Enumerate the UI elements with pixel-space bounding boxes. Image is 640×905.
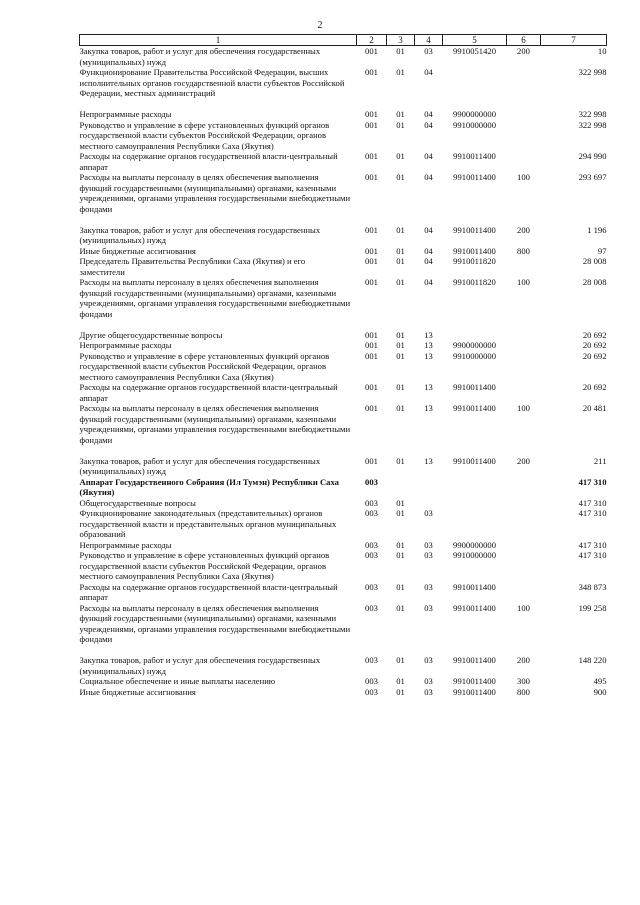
row-name: Руководство и управление в сфере установленных функций органов государственной власти субъектов Российской Федерации, органов местного самоуправления Республики Саха (Якутия) [79, 550, 330, 581]
row-code-expense-type: 300 [517, 676, 530, 686]
row-code-section: 01 [396, 676, 405, 686]
row-code-subsection: 13 [424, 382, 433, 392]
row-amount: 417 310 [578, 476, 607, 487]
table-row [80, 120, 607, 152]
row-amount: 28 008 [582, 277, 607, 287]
row-code-target: 9910051420 [453, 46, 496, 56]
row-code-subsection: 04 [424, 245, 433, 256]
row-code-target: 9910011400 [453, 676, 496, 686]
row-code-admin: 001 [365, 245, 378, 256]
row-name: Другие общегосударственные вопросы [79, 329, 223, 340]
row-code-expense-type: 100 [517, 403, 530, 413]
table-row [80, 109, 607, 120]
row-code-section: 01 [396, 508, 405, 518]
table-row [80, 498, 607, 509]
row-amount: 148 220 [578, 655, 607, 665]
row-name: Иные бюджетные ассигнования [79, 686, 196, 697]
row-code-subsection: 13 [424, 329, 433, 340]
row-name: Расходы на выплаты персоналу в целях обеспечения выполнения функций государственными (муниципальными) органами, казенными учреждениями, органами управления государственными внебюджетными фондами [79, 172, 351, 214]
row-code-expense-type [507, 382, 541, 403]
row-name: Социальное обеспечение и иные выплаты населению [79, 676, 276, 686]
row-code-section: 01 [396, 256, 405, 266]
row-code-subsection [415, 477, 443, 498]
row-name: Иные бюджетные ассигнования [79, 245, 196, 256]
row-code-section: 01 [396, 602, 405, 613]
row-code-section: 01 [396, 119, 405, 130]
table-row [80, 67, 607, 109]
row-amount: 417 310 [578, 508, 607, 518]
row-name: Непрограммные расходы [79, 340, 172, 350]
header-col-7: 7 [541, 35, 607, 46]
table-row [80, 540, 607, 551]
row-code-target: 9910011400 [453, 224, 496, 235]
row-amount: 199 258 [578, 602, 607, 613]
row-code-target [443, 508, 507, 540]
row-code-subsection: 03 [424, 602, 433, 613]
row-code-subsection: 04 [424, 67, 433, 77]
row-code-section [387, 477, 415, 498]
table-row [80, 340, 607, 351]
row-code-section: 01 [396, 550, 405, 560]
row-code-expense-type: 100 [517, 277, 530, 287]
row-amount: 495 [593, 676, 607, 686]
table-row [80, 246, 607, 257]
row-code-target: 9910011400 [453, 172, 496, 182]
row-code-admin: 001 [365, 403, 378, 413]
row-code-subsection: 03 [424, 539, 433, 550]
row-code-expense-type [507, 67, 541, 109]
row-code-subsection: 13 [424, 403, 433, 413]
table-header [80, 35, 607, 46]
row-code-section: 01 [396, 67, 405, 77]
row-amount: 10 [597, 46, 607, 56]
row-code-target: 9910000000 [453, 350, 496, 361]
row-code-expense-type [507, 477, 541, 498]
row-amount: 294 990 [578, 151, 607, 161]
row-code-section: 01 [396, 172, 405, 182]
table-row [80, 603, 607, 656]
row-amount: 20 692 [582, 350, 607, 361]
header-col-2: 2 [357, 35, 387, 46]
row-code-admin: 003 [365, 655, 378, 665]
row-amount: 20 481 [582, 403, 607, 413]
row-code-subsection: 03 [424, 581, 433, 592]
row-code-target: 9910011820 [453, 256, 496, 266]
row-code-expense-type [507, 351, 541, 383]
row-code-admin: 003 [365, 602, 378, 613]
row-code-subsection: 03 [424, 46, 433, 56]
row-name: Расходы на содержание органов государственной власти-центральный аппарат [79, 151, 338, 172]
table-row [80, 351, 607, 383]
row-code-section: 01 [396, 46, 405, 56]
row-code-expense-type [507, 340, 541, 351]
row-code-section: 01 [396, 329, 405, 340]
row-code-expense-type [507, 508, 541, 540]
row-code-target: 9910011400 [453, 382, 496, 392]
row-name: Расходы на выплаты персоналу в целях обеспечения выполнения функций государственными (муниципальными) органами, казенными учреждениями, органами управления государственными внебюджетными фондами [79, 277, 351, 319]
row-code-admin: 003 [365, 476, 378, 487]
row-amount: 417 310 [578, 550, 607, 560]
row-code-expense-type [507, 120, 541, 152]
row-code-subsection: 04 [424, 119, 433, 130]
row-code-admin: 003 [365, 508, 378, 518]
row-code-target: 9910000000 [453, 119, 496, 130]
row-code-target: 9910011400 [453, 655, 496, 665]
row-code-section: 01 [396, 224, 405, 235]
row-name: Председатель Правительства Республики Саха (Якутия) и его заместители [79, 256, 306, 277]
row-code-subsection: 04 [424, 277, 433, 287]
row-code-section: 01 [396, 382, 405, 392]
row-code-subsection: 03 [424, 550, 433, 560]
row-code-section: 01 [396, 245, 405, 256]
row-code-section: 01 [396, 655, 405, 665]
row-name: Расходы на содержание органов государственной власти-центральный аппарат [79, 382, 338, 403]
row-code-admin: 003 [365, 550, 378, 560]
row-code-expense-type [507, 582, 541, 603]
row-amount: 211 [593, 455, 607, 466]
row-code-subsection: 04 [424, 109, 433, 119]
table-row [80, 655, 607, 676]
table-row [80, 403, 607, 456]
row-code-section: 01 [396, 403, 405, 413]
row-name: Аппарат Государственного Собрания (Ил Тумэн) Республики Саха (Якутия) [79, 476, 339, 497]
row-code-expense-type [507, 550, 541, 582]
row-code-target: 9910000000 [453, 550, 496, 560]
row-code-admin: 001 [365, 256, 378, 266]
row-code-section: 01 [396, 350, 405, 361]
row-code-expense-type [507, 109, 541, 120]
row-code-subsection: 13 [424, 340, 433, 350]
row-code-admin: 001 [365, 350, 378, 361]
table-row [80, 582, 607, 603]
row-name: Руководство и управление в сфере установленных функций органов государственной власти субъектов Российской Федерации, органов местного самоуправления Республики Саха (Якутия) [79, 119, 330, 151]
table-row [80, 172, 607, 225]
row-code-section: 01 [396, 109, 405, 119]
row-amount: 20 692 [582, 340, 607, 350]
table-row [80, 676, 607, 687]
table-body [80, 46, 607, 698]
row-name: Закупка товаров, работ и услуг для обеспечения государственных (муниципальных) нужд [79, 455, 321, 476]
row-amount: 417 310 [578, 497, 607, 508]
row-code-target [443, 67, 507, 109]
row-code-subsection: 13 [424, 455, 433, 466]
row-code-subsection: 13 [424, 350, 433, 361]
row-name: Общегосударственные вопросы [79, 497, 196, 508]
row-code-section: 01 [396, 497, 405, 508]
table-row [80, 456, 607, 477]
row-code-admin: 003 [365, 686, 378, 697]
row-code-target: 9910011400 [453, 602, 496, 613]
row-code-target [443, 477, 507, 498]
row-code-target: 9910011400 [453, 403, 496, 413]
header-row [80, 35, 607, 46]
row-code-target: 9900000000 [453, 340, 496, 350]
row-code-target: 9910011400 [453, 151, 496, 161]
row-amount: 322 998 [578, 67, 607, 77]
row-name: Закупка товаров, работ и услуг для обеспечения государственных (муниципальных) нужд [79, 224, 321, 245]
row-amount: 28 008 [582, 256, 607, 266]
row-amount: 20 692 [582, 329, 607, 340]
row-name: Закупка товаров, работ и услуг для обеспечения государственных (муниципальных) нужд [79, 655, 321, 676]
row-code-expense-type: 100 [517, 172, 530, 182]
row-code-admin: 001 [365, 277, 378, 287]
row-code-admin: 001 [365, 119, 378, 130]
row-name: Закупка товаров, работ и услуг для обеспечения государственных (муниципальных) нужд [79, 46, 321, 67]
row-code-admin: 001 [365, 109, 378, 119]
row-amount: 322 998 [578, 109, 607, 119]
row-amount: 20 692 [582, 382, 607, 392]
row-code-subsection: 03 [424, 686, 433, 697]
row-name: Расходы на выплаты персоналу в целях обеспечения выполнения функций государственными (муниципальными) органами, казенными учреждениями, органами управления государственными внебюджетными фондами [79, 602, 351, 644]
row-code-admin: 001 [365, 329, 378, 340]
row-code-target [443, 498, 507, 509]
row-code-expense-type: 200 [517, 455, 530, 466]
table-row [80, 477, 607, 498]
table-row [80, 330, 607, 341]
row-code-expense-type [507, 330, 541, 341]
row-code-section: 01 [396, 277, 405, 287]
row-code-section: 01 [396, 151, 405, 161]
table-row [80, 508, 607, 540]
row-code-section: 01 [396, 539, 405, 550]
header-col-1: 1 [80, 35, 357, 46]
row-code-admin: 001 [365, 46, 378, 56]
table-row [80, 550, 607, 582]
row-amount: 348 873 [578, 581, 607, 592]
row-code-section: 01 [396, 686, 405, 697]
row-code-subsection: 03 [424, 655, 433, 665]
row-name: Непрограммные расходы [79, 539, 172, 550]
row-name: Непрограммные расходы [79, 109, 172, 119]
row-code-target [443, 330, 507, 341]
page-number: 2 [317, 20, 323, 31]
row-code-admin: 003 [365, 497, 378, 508]
row-name: Функционирование Правительства Российской Федерации, высших исполнительных органов государственной власти субъектов Российской Федерации, местных администраций [79, 67, 345, 98]
row-code-expense-type [507, 540, 541, 551]
table-row [80, 225, 607, 246]
row-amount: 97 [597, 245, 607, 256]
row-code-expense-type [507, 256, 541, 277]
row-code-section: 01 [396, 340, 405, 350]
row-code-admin: 003 [365, 581, 378, 592]
row-name: Функционирование законодательных (представительных) органов государственной власти и представительных органов муниципальных образований [79, 508, 337, 539]
header-col-4: 4 [415, 35, 443, 46]
row-code-expense-type: 800 [517, 686, 530, 697]
row-code-subsection: 04 [424, 224, 433, 235]
row-code-expense-type: 200 [517, 655, 530, 665]
row-code-admin: 001 [365, 67, 378, 77]
row-code-admin: 001 [365, 172, 378, 182]
table-row [80, 277, 607, 330]
row-code-admin: 001 [365, 455, 378, 466]
table-row [80, 382, 607, 403]
row-amount: 293 697 [578, 172, 607, 182]
row-name: Расходы на выплаты персоналу в целях обеспечения выполнения функций государственными (муниципальными) органами, казенными учреждениями, органами управления государственными внебюджетными фондами [79, 403, 351, 445]
row-code-expense-type: 100 [517, 602, 530, 613]
table-row [80, 256, 607, 277]
budget-table-sheet [79, 34, 606, 697]
table-row [80, 46, 607, 68]
row-name: Руководство и управление в сфере установленных функций органов государственной власти субъектов Российской Федерации, органов местного самоуправления Республики Саха (Якутия) [79, 350, 330, 382]
table-row [80, 687, 607, 698]
row-code-subsection: 03 [424, 676, 433, 686]
row-code-admin: 001 [365, 340, 378, 350]
row-code-target: 9910011400 [453, 686, 496, 697]
table-row [80, 151, 607, 172]
row-code-section: 01 [396, 581, 405, 592]
row-code-subsection [415, 498, 443, 509]
budget-table [79, 34, 607, 697]
header-col-6: 6 [507, 35, 541, 46]
row-code-target: 9910011400 [453, 581, 496, 592]
row-code-target: 9900000000 [453, 539, 496, 550]
row-code-section: 01 [396, 455, 405, 466]
row-code-target: 9910011400 [453, 455, 496, 466]
row-code-subsection: 03 [424, 508, 433, 518]
row-code-subsection: 04 [424, 256, 433, 266]
row-code-admin: 001 [365, 382, 378, 392]
header-col-3: 3 [387, 35, 415, 46]
row-amount: 900 [593, 686, 607, 697]
row-name: Расходы на содержание органов государственной власти-центральный аппарат [79, 581, 338, 602]
row-code-expense-type: 800 [517, 245, 530, 256]
row-code-target: 9910011820 [453, 277, 496, 287]
row-code-target: 9910011400 [453, 245, 496, 256]
row-code-subsection: 04 [424, 151, 433, 161]
row-code-admin: 001 [365, 224, 378, 235]
row-code-expense-type [507, 151, 541, 172]
row-code-admin: 003 [365, 676, 378, 686]
row-code-expense-type [507, 498, 541, 509]
row-code-admin: 003 [365, 539, 378, 550]
row-code-admin: 001 [365, 151, 378, 161]
header-col-5: 5 [443, 35, 507, 46]
row-code-subsection: 04 [424, 172, 433, 182]
row-code-target: 9900000000 [453, 109, 496, 119]
row-code-expense-type: 200 [517, 224, 530, 235]
row-code-expense-type: 200 [517, 46, 530, 56]
row-amount: 322 998 [578, 119, 607, 130]
row-amount: 1 196 [587, 224, 607, 235]
row-amount: 417 310 [578, 539, 607, 550]
